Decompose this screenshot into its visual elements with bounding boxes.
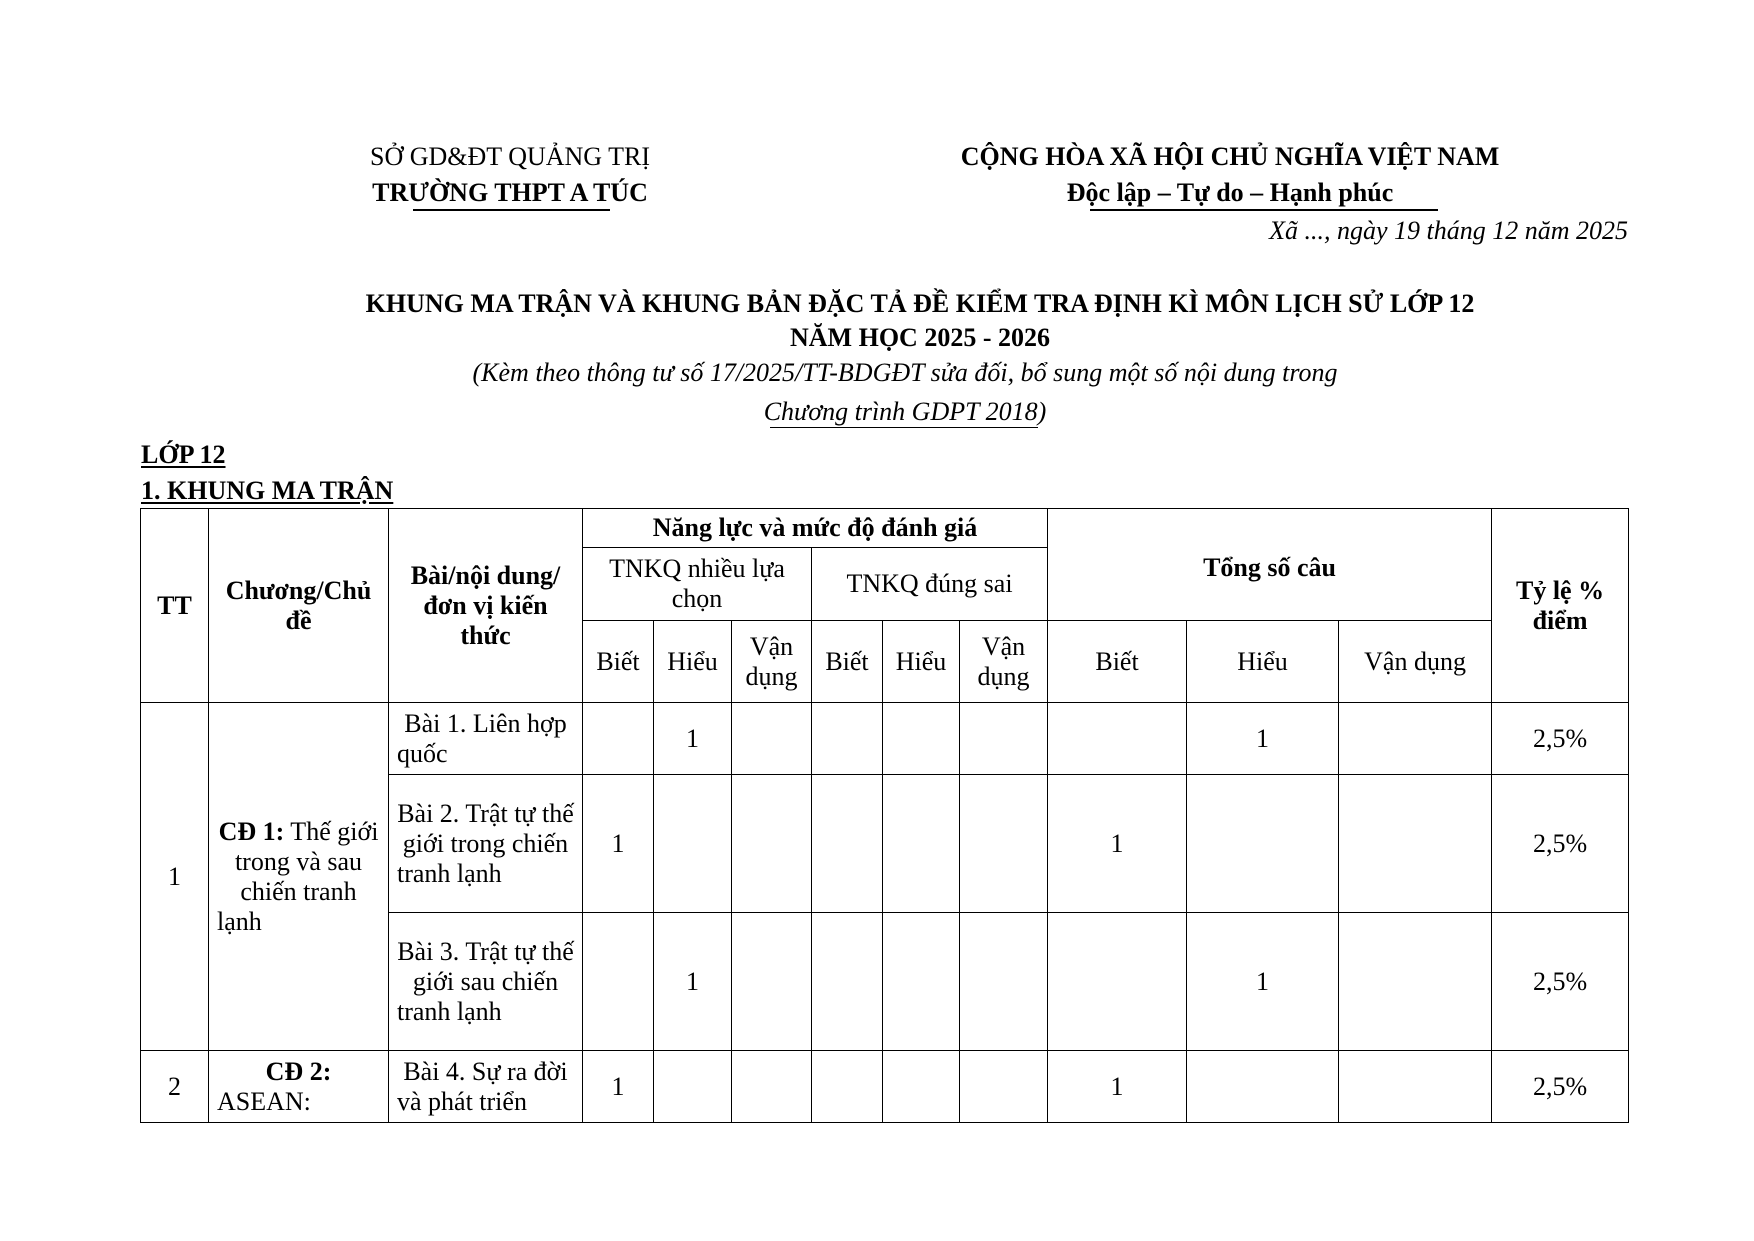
cell-mc-biet bbox=[583, 703, 654, 775]
school-underline bbox=[413, 209, 610, 211]
cell-total-hieu: 1 bbox=[1187, 913, 1339, 1051]
cell-total-hieu bbox=[1187, 775, 1339, 913]
cell-mc-hieu bbox=[654, 775, 732, 913]
cell-total-vandung bbox=[1339, 913, 1492, 1051]
cell-mc-hieu: 1 bbox=[654, 913, 732, 1051]
cell-tf-hieu bbox=[883, 703, 960, 775]
date-line: Xã ..., ngày 19 tháng 12 năm 2025 bbox=[1269, 216, 1628, 245]
cell-mc-biet: 1 bbox=[583, 775, 654, 913]
chapter-code: CĐ 2: bbox=[265, 1057, 332, 1086]
cell-tf-biet bbox=[812, 1051, 883, 1123]
cell-mc-hieu bbox=[654, 1051, 732, 1123]
cell-total-vandung bbox=[1339, 775, 1492, 913]
cell-total-biet bbox=[1048, 703, 1187, 775]
row-tt: 1 bbox=[141, 703, 209, 1051]
cell-tf-hieu bbox=[883, 775, 960, 913]
program-underline bbox=[770, 427, 1038, 428]
cell-mc-biet bbox=[583, 913, 654, 1051]
section-heading: 1. KHUNG MA TRẬN bbox=[141, 476, 394, 505]
row-unit: Bài 4. Sự ra đời và phát triển bbox=[389, 1051, 583, 1123]
national-motto: Độc lập – Tự do – Hạnh phúc bbox=[1066, 178, 1394, 207]
cell-tf-vandung bbox=[960, 775, 1048, 913]
school-year: NĂM HỌC 2025 - 2026 bbox=[790, 323, 1050, 352]
motto-underline bbox=[1090, 209, 1438, 211]
cell-mc-vandung bbox=[732, 913, 812, 1051]
chapter-text: ASEAN: bbox=[217, 1087, 311, 1116]
cell-tf-biet bbox=[812, 703, 883, 775]
cell-mc-biet: 1 bbox=[583, 1051, 654, 1123]
header-mc: TNKQ nhiều lựa chọn bbox=[583, 548, 812, 621]
header-total: Tổng số câu bbox=[1048, 509, 1492, 621]
program-note: Chương trình GDPT 2018) bbox=[763, 397, 1047, 426]
table-row bbox=[141, 703, 1629, 775]
header-tf: TNKQ đúng sai bbox=[812, 548, 1048, 621]
school-name: TRƯỜNG THPT A TÚC bbox=[372, 178, 648, 207]
document-title: KHUNG MA TRẬN VÀ KHUNG BẢN ĐẶC TẢ ĐỀ KIỂM TRA ĐỊNH KÌ MÔN LỊCH SỬ LỚP 12 bbox=[365, 289, 1475, 318]
header-competency: Năng lực và mức độ đánh giá bbox=[583, 509, 1048, 548]
chapter-text: Thế giới trong và sau chiến tranh lạnh bbox=[217, 816, 379, 936]
country-name: CỘNG HÒA XÃ HỘI CHỦ NGHĨA VIỆT NAM bbox=[960, 142, 1500, 171]
cell-mc-vandung bbox=[732, 1051, 812, 1123]
level-biet: Biết bbox=[583, 621, 654, 703]
chapter-code: CĐ 1: bbox=[218, 816, 285, 846]
department-name: SỞ GD&ĐT QUẢNG TRỊ bbox=[370, 142, 650, 171]
cell-ratio: 2,5% bbox=[1492, 913, 1629, 1051]
level-vandung: Vận dụng bbox=[732, 621, 812, 703]
row-chapter bbox=[209, 1051, 389, 1123]
cell-ratio: 2,5% bbox=[1492, 1051, 1629, 1123]
cell-tf-biet bbox=[812, 913, 883, 1051]
cell-total-hieu bbox=[1187, 1051, 1339, 1123]
row-chapter bbox=[209, 703, 389, 1051]
total-biet: Biết bbox=[1048, 621, 1187, 703]
header-unit: Bài/nội dung/đơn vị kiến thức bbox=[389, 509, 583, 703]
level-vandung: Vận dụng bbox=[960, 621, 1048, 703]
grade-label: LỚP 12 bbox=[141, 440, 226, 469]
row-tt: 2 bbox=[141, 1051, 209, 1123]
cell-ratio: 2,5% bbox=[1492, 703, 1629, 775]
row-unit: Bài 2. Trật tự thế giới trong chiến tranh lạnh bbox=[389, 775, 583, 913]
cell-tf-vandung bbox=[960, 913, 1048, 1051]
cell-tf-hieu bbox=[883, 913, 960, 1051]
header-chapter: Chương/Chủ đề bbox=[209, 509, 389, 703]
circular-note: (Kèm theo thông tư số 17/2025/TT-BDGĐT sửa đối, bổ sung một số nội dung trong bbox=[472, 358, 1338, 387]
table-row bbox=[141, 1051, 1629, 1123]
matrix-table bbox=[140, 508, 1629, 1123]
cell-total-vandung bbox=[1339, 703, 1492, 775]
cell-total-biet: 1 bbox=[1048, 775, 1187, 913]
cell-ratio: 2,5% bbox=[1492, 775, 1629, 913]
cell-tf-vandung bbox=[960, 1051, 1048, 1123]
level-hieu: Hiểu bbox=[883, 621, 960, 703]
level-biet: Biết bbox=[812, 621, 883, 703]
row-unit: Bài 1. Liên hợp quốc bbox=[389, 703, 583, 775]
cell-tf-hieu bbox=[883, 1051, 960, 1123]
cell-mc-vandung bbox=[732, 703, 812, 775]
level-hieu: Hiểu bbox=[654, 621, 732, 703]
cell-tf-biet bbox=[812, 775, 883, 913]
cell-total-vandung bbox=[1339, 1051, 1492, 1123]
cell-mc-vandung bbox=[732, 775, 812, 913]
cell-total-hieu: 1 bbox=[1187, 703, 1339, 775]
total-hieu: Hiểu bbox=[1187, 621, 1339, 703]
row-unit: Bài 3. Trật tự thế giới sau chiến tranh lạnh bbox=[389, 913, 583, 1051]
total-vandung: Vận dụng bbox=[1339, 621, 1492, 703]
cell-total-biet bbox=[1048, 913, 1187, 1051]
header-ratio: Tỷ lệ % điểm bbox=[1492, 509, 1629, 703]
cell-tf-vandung bbox=[960, 703, 1048, 775]
cell-mc-hieu: 1 bbox=[654, 703, 732, 775]
header-tt: TT bbox=[141, 509, 209, 703]
cell-total-biet: 1 bbox=[1048, 1051, 1187, 1123]
